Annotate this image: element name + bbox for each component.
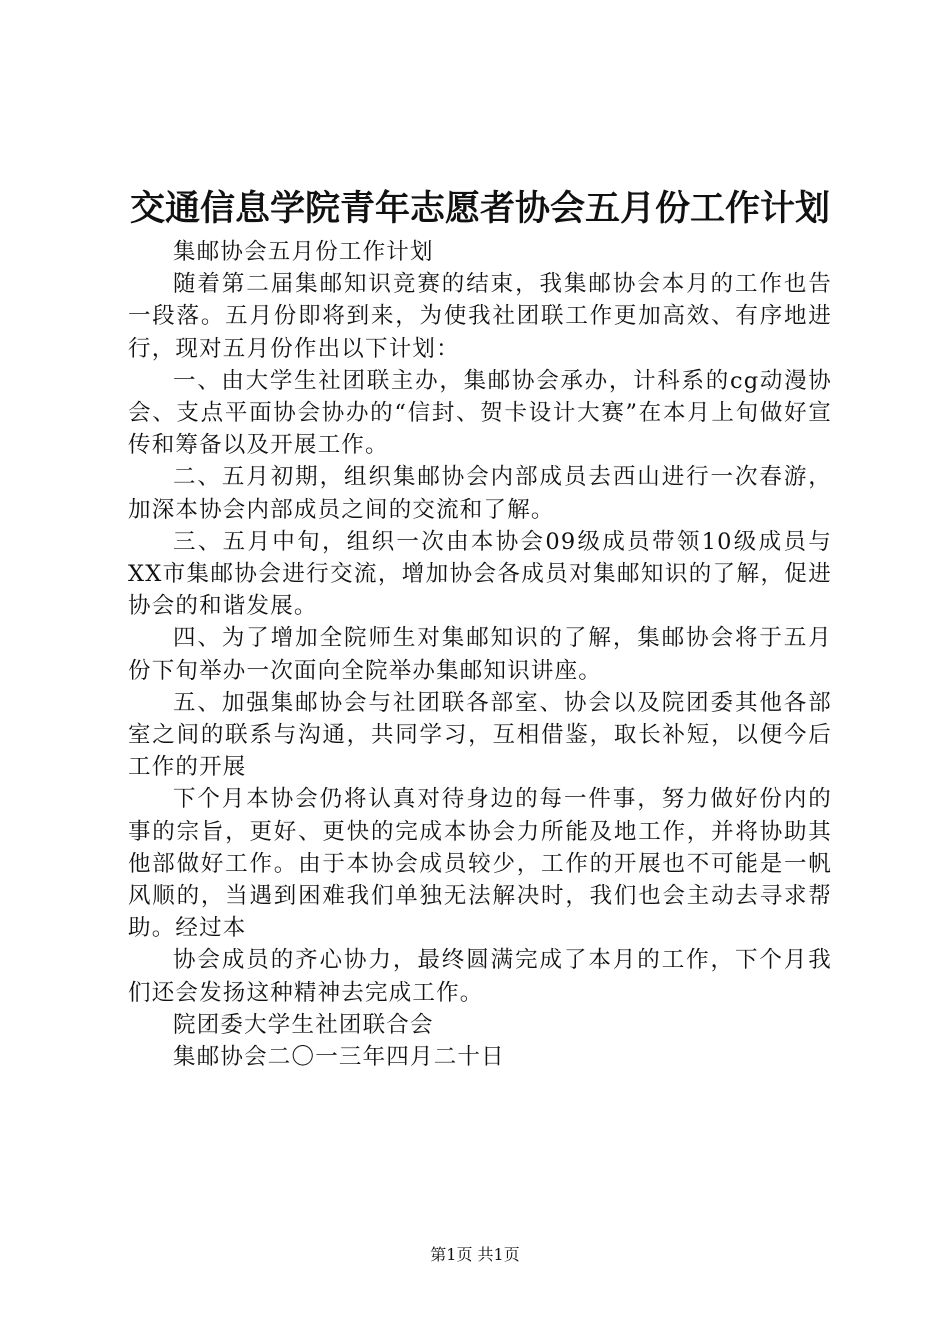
signature-organization: 院团委大学生社团联合会 bbox=[173, 1011, 434, 1038]
closing-paragraph: 下个月本协会仍将认真对待身边的每一件事，努力做好份内的事的宗旨，更好、更快的完成本协会力所能及地工作，并将协助其他部做好工作。由于本协会成员较少，工作的开展也不可能是一帆风顺的，当遇到困难我们单独无法解决时，我们也会主动去寻求帮助。经过本 bbox=[128, 786, 832, 942]
subtitle-paragraph: 集邮协会五月份工作计划 bbox=[173, 239, 434, 265]
plan-item-5: 五、加强集邮协会与社团联各部室、协会以及院团委其他各部室之间的联系与沟通，共同学习，互相借鉴，取长补短，以便今后工作的开展 bbox=[128, 689, 832, 781]
plan-item-3: 三、五月中旬，组织一次由本协会09级成员带领10级成员与XX市集邮协会进行交流，增加协会各成员对集邮知识的了解，促进协会的和谐发展。 bbox=[128, 528, 832, 620]
intro-paragraph: 随着第二届集邮知识竞赛的结束，我集邮协会本月的工作也告一段落。五月份即将到来，为使我社团联工作更加高效、有序地进行，现对五月份作出以下计划： bbox=[128, 271, 832, 362]
document-title: 交通信息学院青年志愿者协会五月份工作计划 bbox=[129, 188, 830, 229]
signature-date: 集邮协会二〇一三年四月二十日 bbox=[173, 1044, 505, 1071]
plan-item-1: 一、由大学生社团联主办，集邮协会承办，计科系的cg动漫协会、支点平面协会协办的“信封、贺卡设计大赛”在本月上旬做好宣传和筹备以及开展工作。 bbox=[128, 367, 832, 459]
plan-item-2: 二、五月初期，组织集邮协会内部成员去西山进行一次春游，加深本协会内部成员之间的交流和了解。 bbox=[128, 464, 832, 523]
page-footer: 第1页 共1页 bbox=[430, 1245, 520, 1264]
closing-paragraph-continued: 协会成员的齐心协力，最终圆满完成了本月的工作，下个月我们还会发扬这种精神去完成工作。 bbox=[128, 947, 832, 1006]
document-body bbox=[128, 236, 832, 1073]
plan-item-4: 四、为了增加全院师生对集邮知识的了解，集邮协会将于五月份下旬举办一次面向全院举办集邮知识讲座。 bbox=[128, 625, 832, 684]
